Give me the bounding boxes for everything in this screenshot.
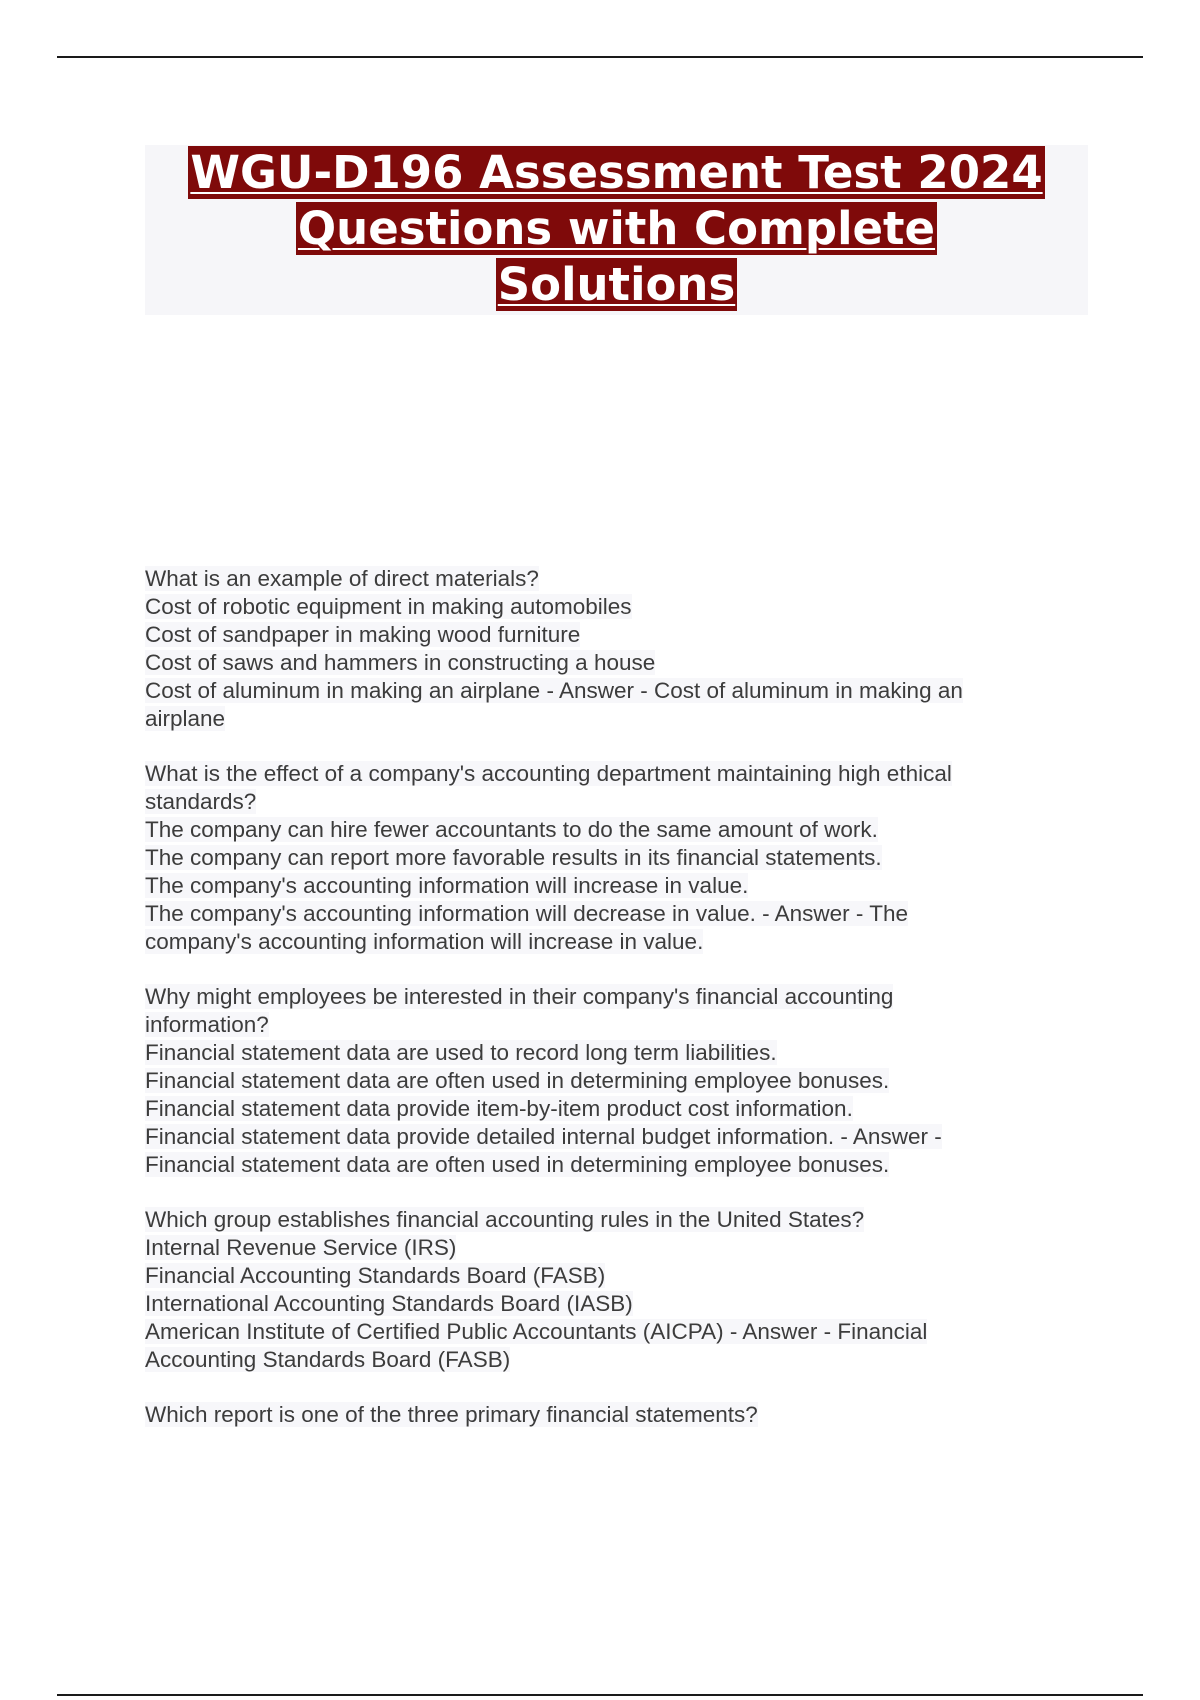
answer-text: Financial statement data are often used in determining employee bonuses. (145, 1152, 890, 1177)
title-line-3: Solutions (497, 258, 736, 311)
option-text: The company can hire fewer accountants to do the same amount of work. (145, 817, 878, 842)
option-text: The company's accounting information will increase in value. (145, 873, 749, 898)
question-block (145, 1401, 1045, 1429)
question-text: What is the effect of a company's accounting department maintaining high ethical (145, 761, 952, 786)
option-answer-text: Financial statement data provide detailed internal budget information. - Answer - (145, 1124, 942, 1149)
question-text: What is an example of direct materials? (145, 566, 539, 591)
option-answer-text: Cost of aluminum in making an airplane - Answer - Cost of aluminum in making an (145, 678, 963, 703)
answer-text: Accounting Standards Board (FASB) (145, 1347, 511, 1372)
question-block (145, 760, 1045, 956)
top-rule (57, 56, 1143, 58)
question-text: Which group establishes financial accounting rules in the United States? (145, 1207, 865, 1232)
question-block (145, 1206, 1045, 1374)
question-text: standards? (145, 789, 257, 814)
question-block (145, 565, 1045, 733)
question-text: Why might employees be interested in their company's financial accounting (145, 984, 894, 1009)
option-text: Financial Accounting Standards Board (FASB) (145, 1263, 606, 1288)
option-text: Financial statement data provide item-by-item product cost information. (145, 1096, 853, 1121)
title-block (145, 145, 1088, 315)
option-text: Financial statement data are often used in determining employee bonuses. (145, 1068, 890, 1093)
answer-text: company's accounting information will increase in value. (145, 929, 704, 954)
question-text: information? (145, 1012, 269, 1037)
option-answer-text: The company's accounting information will decrease in value. - Answer - The (145, 901, 909, 926)
bottom-rule (57, 1694, 1143, 1696)
question-block (145, 983, 1045, 1179)
option-text: International Accounting Standards Board (IASB) (145, 1291, 633, 1316)
title-line-1: WGU-D196 Assessment Test 2024 (190, 146, 1043, 199)
option-answer-text: American Institute of Certified Public Accountants (AICPA) - Answer - Financial (145, 1319, 928, 1344)
option-text: Cost of robotic equipment in making automobiles (145, 594, 632, 619)
option-text: Cost of sandpaper in making wood furniture (145, 622, 581, 647)
title-line-2: Questions with Complete (297, 202, 936, 255)
option-text: Internal Revenue Service (IRS) (145, 1235, 457, 1260)
option-text: Cost of saws and hammers in constructing a house (145, 650, 656, 675)
option-text: The company can report more favorable results in its financial statements. (145, 845, 882, 870)
answer-text: airplane (145, 706, 226, 731)
questions-list (145, 565, 1045, 1456)
document-title (145, 145, 1088, 313)
option-text: Financial statement data are used to record long term liabilities. (145, 1040, 777, 1065)
question-text: Which report is one of the three primary financial statements? (145, 1402, 758, 1427)
